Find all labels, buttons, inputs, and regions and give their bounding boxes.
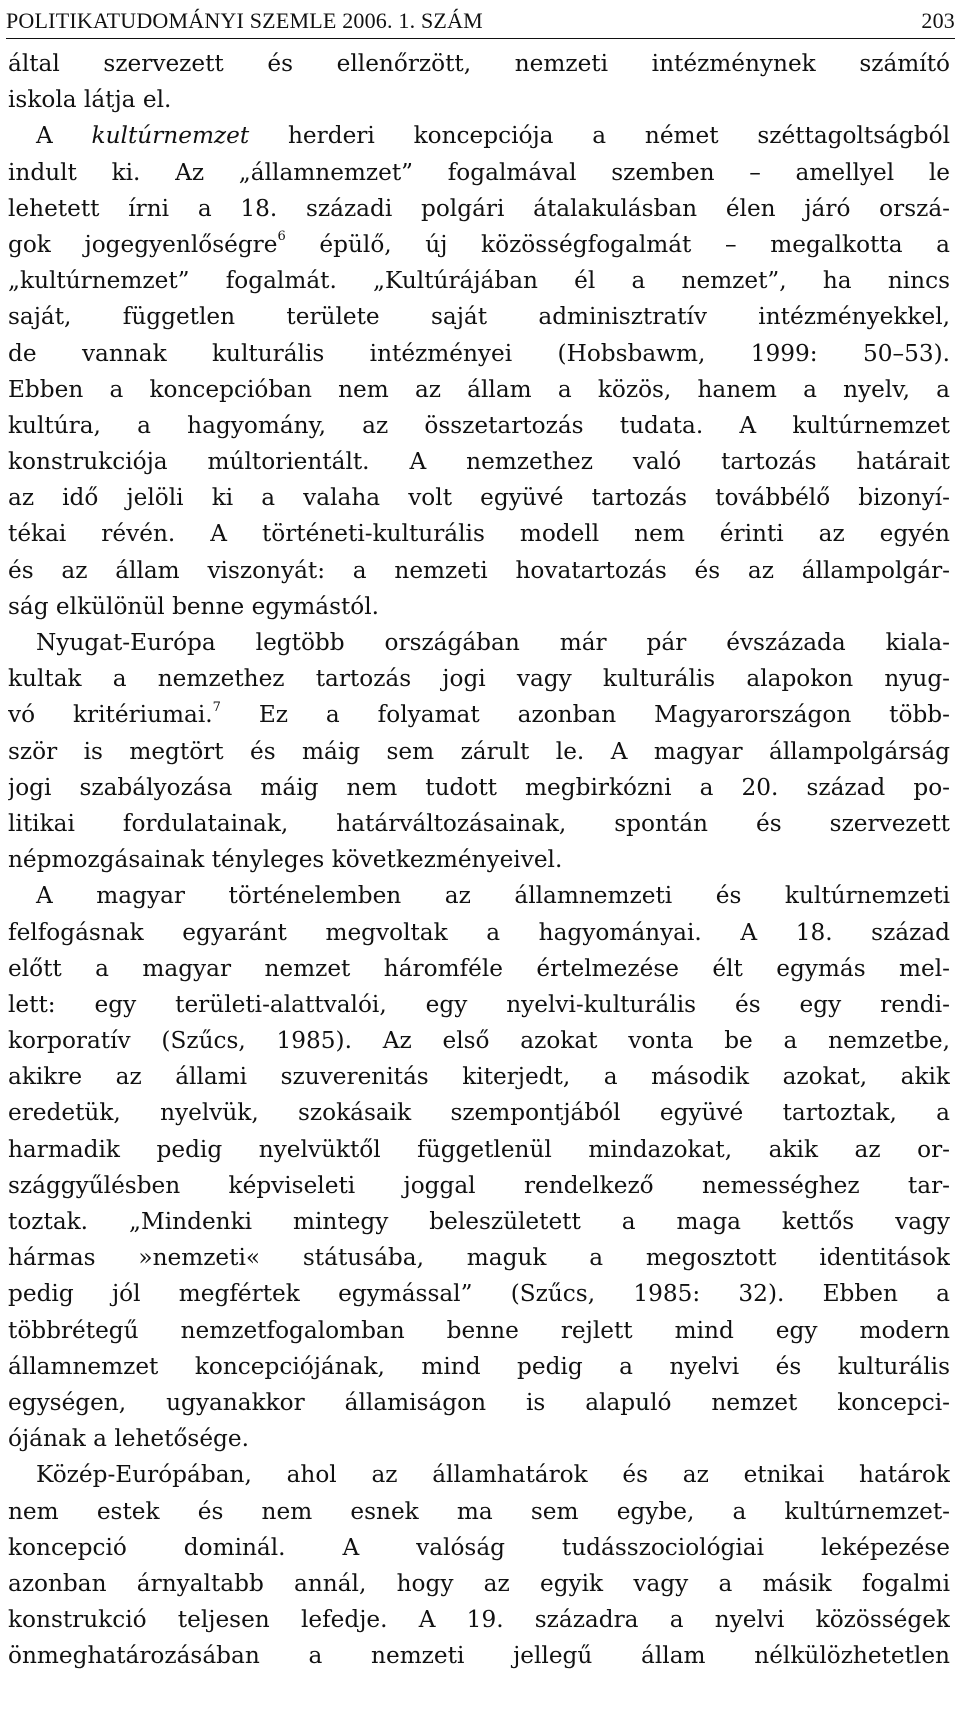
text-line <box>8 444 950 480</box>
line-text: pedig jól megfértek egymással” (Szűcs, 1985: 32). Ebben a <box>8 1280 950 1308</box>
line-text: többrétegű nemzetfogalomban benne rejlett mind egy modern <box>8 1316 950 1344</box>
text-line <box>8 1095 950 1131</box>
line-text: felfogásnak egyaránt megvoltak a hagyományai. A 18. század <box>8 918 950 946</box>
text-line <box>8 1494 950 1530</box>
text-line <box>8 82 950 118</box>
line-text: gok jogegyenlőségre <box>8 230 278 258</box>
line-text-continued: Ez a folyamat azonban Magyarországon több- <box>220 701 950 729</box>
line-text: ször is megtört és máig sem zárult le. A magyar állampolgárság <box>8 737 950 765</box>
text-line <box>8 299 950 335</box>
line-text: Nyugat-Európa legtöbb országában már pár évszázada kiala- <box>36 629 950 656</box>
text-line <box>8 734 950 770</box>
line-text: államnemzet koncepciójának, mind pedig a nyelvi és kulturális <box>8 1352 950 1380</box>
line-text: de vannak kulturális intézményei (Hobsbawm, 1999: 50–53). <box>8 339 950 367</box>
line-text: Közép-Európában, ahol az államhatárok és az etnikai határok <box>36 1461 950 1489</box>
text-line <box>8 118 950 154</box>
line-text: lehetett írni a 18. századi polgári átalakulásban élen járó orszá- <box>8 194 950 222</box>
text-line <box>8 1421 950 1457</box>
text-line <box>8 372 950 408</box>
line-text: jogi szabályozása máig nem tudott megbirkózni a 20. század po- <box>8 773 950 801</box>
text-line <box>8 263 950 299</box>
text-line <box>8 1457 950 1493</box>
line-text: ójának a lehetősége. <box>8 1425 249 1453</box>
line-text: nem estek és nem esnek ma sem egybe, a kultúrnemzet- <box>8 1497 950 1525</box>
line-text: lett: egy területi-alattvalói, egy nyelvi-kulturális és egy rendi- <box>8 990 950 1018</box>
line-text: korporatív (Szűcs, 1985). Az első azokat vonta be a nemzetbe, <box>8 1027 950 1055</box>
text-line <box>8 1638 950 1674</box>
line-text: egységen, ugyanakkor államiságon is alapuló nemzet koncepci- <box>8 1388 950 1416</box>
line-text: népmozgásainak tényleges következményeivel. <box>8 846 563 874</box>
line-text: vó kritériumai. <box>8 701 213 729</box>
line-text: „kultúrnemzet” fogalmát. „Kultúrájában él a nemzet”, ha nincs <box>8 267 950 295</box>
text-line <box>8 336 950 372</box>
text-line <box>8 951 950 987</box>
text-line <box>8 1132 950 1168</box>
footnote-marker[interactable]: 7 <box>212 699 221 715</box>
line-text: az idő jelöli ki a valaha volt együvé tartozás továbbélő bizonyí- <box>8 484 950 512</box>
line-text: saját, független területe saját adminisztratív intézményekkel, <box>8 303 950 331</box>
text-line <box>8 1349 950 1385</box>
line-text: akikre az állami szuverenitás kiterjedt, a második azokat, akik <box>8 1063 950 1091</box>
line-text: azonban árnyaltabb annál, hogy az egyik vagy a másik fogalmi <box>8 1569 950 1597</box>
page-number: 203 <box>921 8 955 33</box>
line-text: indult ki. Az „államnemzet” fogalmával szemben – amellyel le <box>8 158 950 186</box>
footnote-marker[interactable]: 6 <box>277 229 286 245</box>
line-text: kultak a nemzethez tartozás jogi vagy kulturális alapokon nyug- <box>8 665 950 693</box>
line-text: kultúra, a hagyomány, az összetartozás tudata. A kultúrnemzet <box>8 411 950 439</box>
line-text: szággyűlésben képviseleti joggal rendelkező nemességhez tar- <box>8 1171 950 1199</box>
line-text: A kultúrnemzet herderi koncepciója a német széttagoltságból <box>36 122 950 150</box>
text-line <box>8 1385 950 1421</box>
line-text: konstrukció teljesen lefedje. A 19. századra a nyelvi közösségek <box>8 1606 950 1634</box>
emphasized-term: kultúrnemzet <box>91 122 250 150</box>
text-line <box>8 516 950 552</box>
text-line <box>8 1566 950 1602</box>
body-text <box>8 46 950 1674</box>
text-line <box>8 480 950 516</box>
text-line <box>8 625 950 661</box>
text-line <box>8 987 950 1023</box>
text-line <box>8 1023 950 1059</box>
line-text: toztak. „Mindenki mintegy beleszületett a maga kettős vagy <box>8 1208 950 1235</box>
text-line <box>8 915 950 951</box>
text-line <box>8 878 950 914</box>
line-text: előtt a magyar nemzet háromféle értelmezése élt egymás mel- <box>8 954 950 982</box>
line-text: által szervezett és ellenőrzött, nemzeti intézménynek számító <box>8 50 950 77</box>
text-line <box>8 1240 950 1276</box>
text-line <box>8 191 950 227</box>
line-text-continued: épülő, új közösségfogalmát – megalkotta a <box>285 230 950 258</box>
journal-title: POLITIKATUDOMÁNYI SZEMLE 2006. 1. SZÁM <box>6 8 483 33</box>
line-text: A magyar történelemben az államnemzeti és kultúrnemzeti <box>36 882 950 910</box>
text-line <box>8 697 950 733</box>
text-line <box>8 589 950 625</box>
line-text: eredetük, nyelvük, szokásaik szempontjából együvé tartoztak, a <box>8 1099 950 1127</box>
text-line <box>8 155 950 191</box>
text-line <box>8 1602 950 1638</box>
line-text: konstrukciója múltorientált. A nemzethez való tartozás határait <box>8 448 950 476</box>
text-line <box>8 842 950 878</box>
text-line <box>8 553 950 589</box>
text-line <box>8 227 950 263</box>
running-header <box>6 4 955 39</box>
line-text: Ebben a koncepcióban nem az állam a közös, hanem a nyelv, a <box>8 375 950 403</box>
text-line <box>8 1313 950 1349</box>
text-line <box>8 1530 950 1566</box>
line-text: harmadik pedig nyelvüktől függetlenül mindazokat, akik az or- <box>8 1135 950 1163</box>
text-line <box>8 408 950 444</box>
line-text: önmeghatározásában a nemzeti jellegű állam nélkülözhetetlen <box>8 1642 950 1670</box>
text-line <box>8 1059 950 1095</box>
text-line <box>8 1204 950 1240</box>
text-line <box>8 1276 950 1312</box>
text-line <box>8 770 950 806</box>
line-text: ság elkülönül benne egymástól. <box>8 592 380 620</box>
text-line <box>8 806 950 842</box>
line-text: litikai fordulatainak, határváltozásainak, spontán és szervezett <box>8 809 950 837</box>
text-line <box>8 46 950 82</box>
line-text: iskola látja el. <box>8 86 172 114</box>
line-text: és az állam viszonyát: a nemzeti hovatartozás és az állampolgár- <box>8 556 950 584</box>
line-text: hármas »nemzeti« státusába, maguk a megosztott identitások <box>8 1244 950 1272</box>
line-text: tékai révén. A történeti-kulturális modell nem érinti az egyén <box>8 520 950 548</box>
text-line <box>8 1168 950 1204</box>
text-line <box>8 661 950 697</box>
line-text: koncepció dominál. A valóság tudásszociológiai leképezése <box>8 1533 950 1561</box>
